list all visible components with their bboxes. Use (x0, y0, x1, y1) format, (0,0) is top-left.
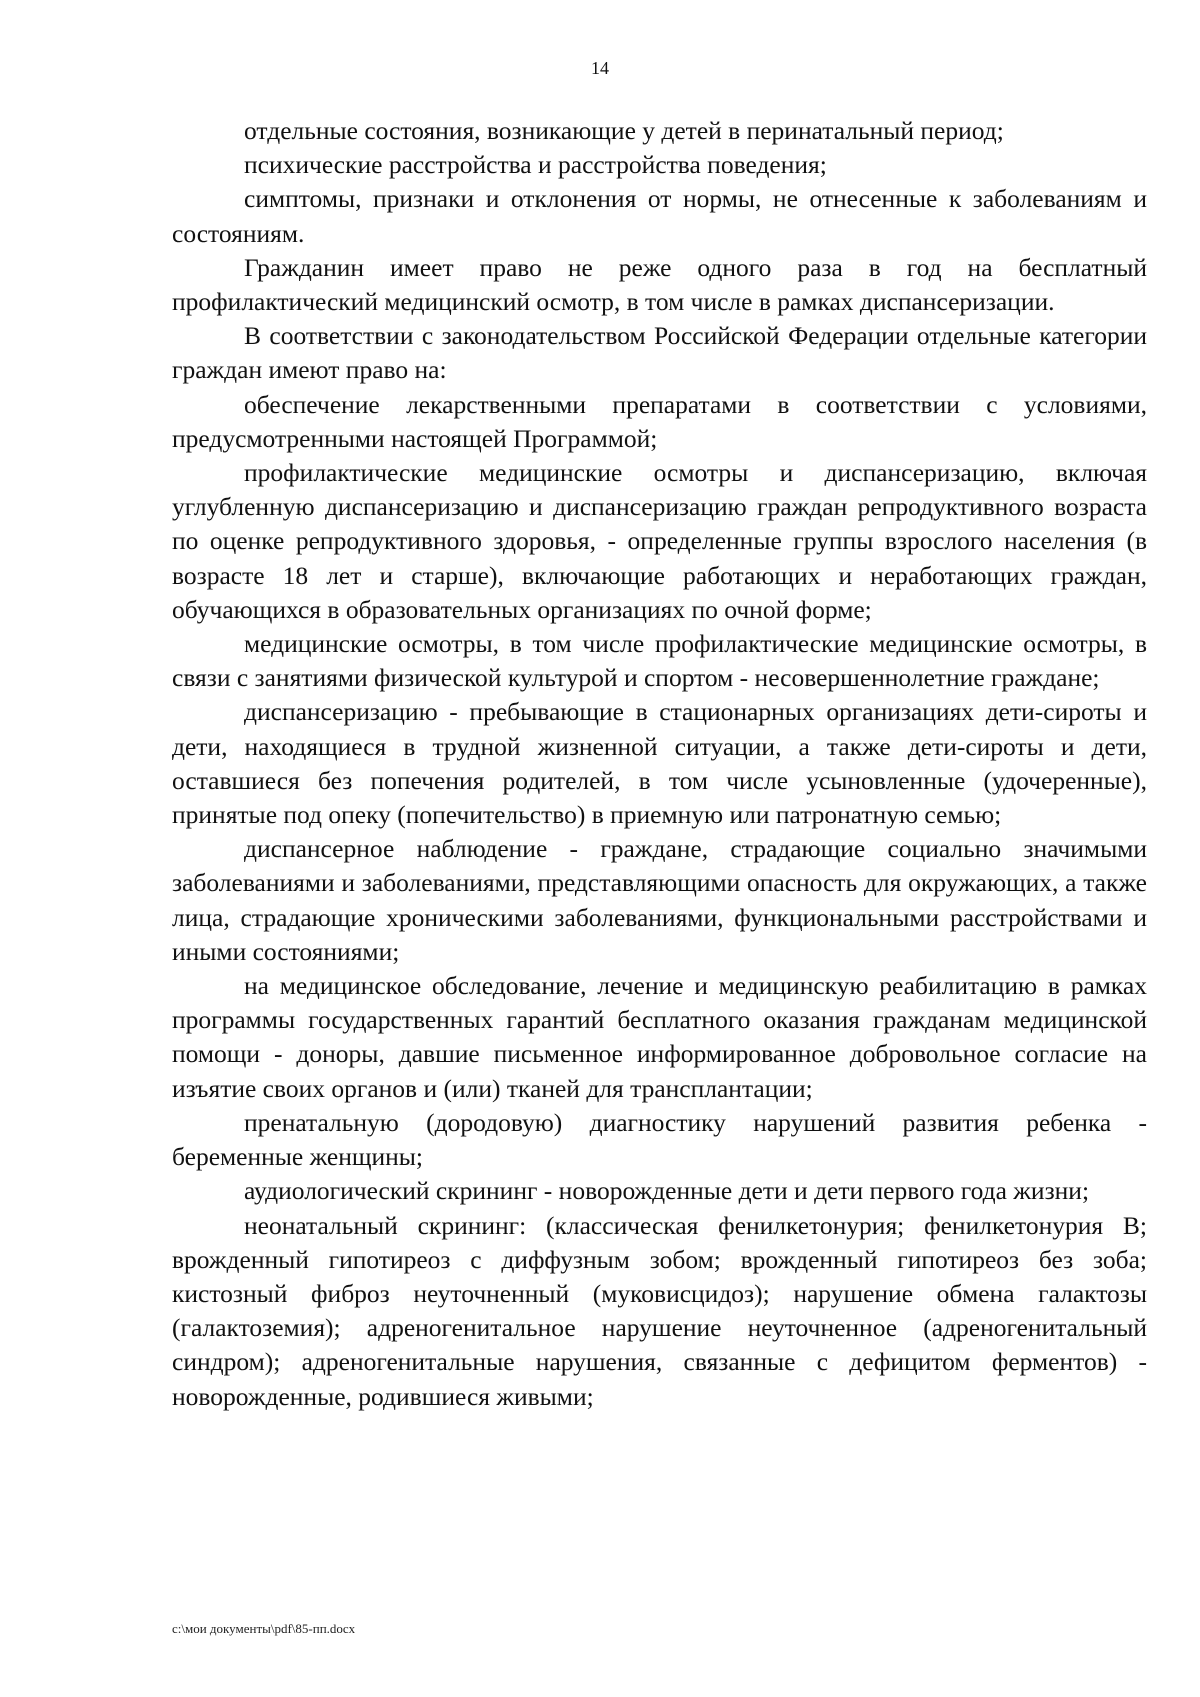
paragraph: пренатальную (дородовую) диагностику нарушений развития ребенка - беременные женщины; (172, 1107, 1147, 1172)
body-text (172, 114, 1147, 1414)
paragraph: аудиологический скрининг - новорожденные дети и дети первого года жизни; (244, 1176, 1090, 1206)
paragraph: обеспечение лекарственными препаратами в соответствии с условиями, предусмотренными настоящей Программой; (172, 389, 1147, 453)
paragraph: отдельные состояния, возникающие у детей в перинатальный период; (244, 116, 1004, 145)
paragraph: на медицинское обследование, лечение и медицинскую реабилитацию в рамках программы государственных гарантий бесплатного оказания гражданам медицинской помощи - доноры, давшие письменное информированное добровольное согласие на изъятие своих органов и (или) тканей для трансплантации; (172, 971, 1147, 1103)
paragraph: симптомы, признаки и отклонения от нормы, не отнесенные к заболеваниям и состояниям. (172, 184, 1147, 248)
paragraph: В соответствии с законодательством Российской Федерации отдельные категории граждан имеют право на: (172, 321, 1147, 385)
paragraph: медицинские осмотры, в том числе профилактические медицинские осмотры, в связи с занятиями физической культурой и спортом - несовершеннолетние граждане; (172, 629, 1147, 693)
paragraph: диспансерное наблюдение - граждане, страдающие социально значимыми заболеваниями и заболеваниями, представляющими опасность для окружающих, а также лица, страдающие хроническими заболеваниями, функциональными расстройствами и иными состояниями; (172, 834, 1147, 966)
paragraph: профилактические медицинские осмотры и диспансеризацию, включая углубленную диспансеризацию и диспансеризацию граждан репродуктивного возраста по оценке репродуктивного здоровья, - определенные группы взрослого населения (в возрасте 18 лет и старше), включающие работающих и неработающих граждан, обучающихся в образовательных организациях по очной форме; (172, 458, 1147, 624)
footer-file-path: c:\мои документы\pdf\85-пп.docx (172, 1621, 356, 1636)
page-number: 14 (591, 58, 609, 78)
paragraph: неонатальный скрининг: (классическая фенилкетонурия; фенилкетонурия B; врожденный гипотиреоз с диффузным зобом; врожденный гипотиреоз без зоба; кистозный фиброз неуточненный (муковисцидоз); нарушение обмена галактозы (галактоземия); адреногенитальное нарушение неуточненное (адреногенитальный синдром); адреногенитальные нарушения, связанные с дефицитом ферментов) - новорожденные, родившиеся живыми; (172, 1210, 1147, 1411)
paragraph: психические расстройства и расстройства поведения; (244, 150, 827, 180)
paragraph: диспансеризацию - пребывающие в стационарных организациях дети-сироты и дети, находящиеся в трудной жизненной ситуации, а также дети-сироты и дети, оставшиеся без попечения родителей, в том числе усыновленные (удочеренные), принятые под опеку (попечительство) в приемную или патронатную семью; (172, 697, 1147, 830)
paragraph: Гражданин имеет право не реже одного раза в год на бесплатный профилактический медицинский осмотр, в том числе в рамках диспансеризации. (172, 252, 1147, 317)
